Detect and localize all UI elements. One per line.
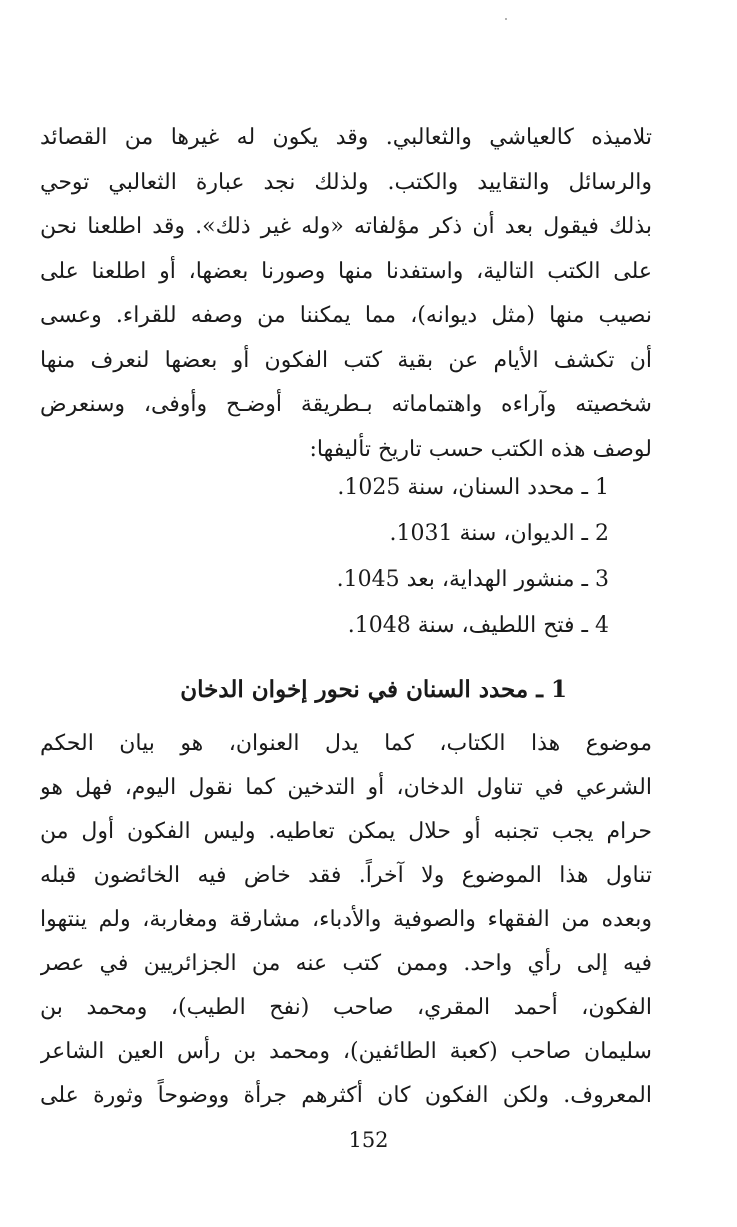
scan-speck xyxy=(505,18,507,20)
text-line: أن تكشف الأيام عن بقية كتب الفكون أو بعضها لنعرف منها xyxy=(40,347,652,373)
text-line: وبعده من الفقهاء والصوفية والأدباء، مشارقة ومغاربة، ولم ينتهوا xyxy=(40,907,652,932)
text-line: سليمان صاحب (كعبة الطائفين)، ومحمد بن رأس العين الشاعر xyxy=(40,1039,652,1064)
text-line: شخصيته وآراءه واهتماماته بـطريقة أوضـح وأوفى، وسنعرض xyxy=(40,392,652,417)
paragraph-section-body xyxy=(40,722,652,1118)
text-line: حرام يجب تجنبه أو حلال يمكن تعاطيه. وليس الفكون أول من xyxy=(40,819,652,844)
text-line: تناول هذا الموضوع ولا آخراً. فقد خاض فيه الخائضون قبله xyxy=(40,863,652,888)
text-line: نصيب منها (مثل ديوانه)، مما يمكننا من وصفه للقراء. وعسى xyxy=(40,303,652,328)
text-line: والرسائل والتقاييد والكتب. ولذلك نجد عبارة الثعالبي توحي xyxy=(40,169,652,195)
section-heading: 1 ـ محدد السنان في نحور إخوان الدخان xyxy=(180,676,567,703)
page-number: 152 xyxy=(348,1128,389,1152)
text-line: الشرعي في تناول الدخان، أو التدخين كما نقول اليوم، فهل هو xyxy=(40,775,652,800)
text-line: لوصف هذه الكتب حسب تاريخ تأليفها: xyxy=(309,436,652,462)
text-line: على الكتب التالية، واستفدنا منها وصورنا بعضها، أو اطلعنا على xyxy=(40,258,652,284)
text-line: فيه إلى رأي واحد. وممن كتب عنه من الجزائريين في عصر xyxy=(40,951,652,976)
list-item: 2 ـ الديوان، سنة 1031. xyxy=(389,521,609,546)
text-line: تلاميذه كالعياشي والثعالبي. وقد يكون له غيرها من القصائد xyxy=(40,125,652,150)
text-line: موضوع هذا الكتاب، كما يدل العنوان، هو بيان الحكم xyxy=(40,731,652,756)
text-line: بذلك فيقول بعد أن ذكر مؤلفاته «وله غير ذلك». وقد اطلعنا نحن xyxy=(40,214,652,239)
list-item: 1 ـ محدد السنان، سنة 1025. xyxy=(337,475,609,500)
text-line: المعروف. ولكن الفكون كان أكثرهم جرأة ووضوحاً وثورة على xyxy=(40,1083,652,1108)
list-item: 3 ـ منشور الهداية، بعد 1045. xyxy=(336,567,609,592)
list-item: 4 ـ فتح اللطيف، سنة 1048. xyxy=(347,613,609,638)
text-line: الفكون، أحمد المقري، صاحب (نفح الطيب)، ومحمد بن xyxy=(40,995,652,1020)
paragraph-intro xyxy=(40,116,652,472)
